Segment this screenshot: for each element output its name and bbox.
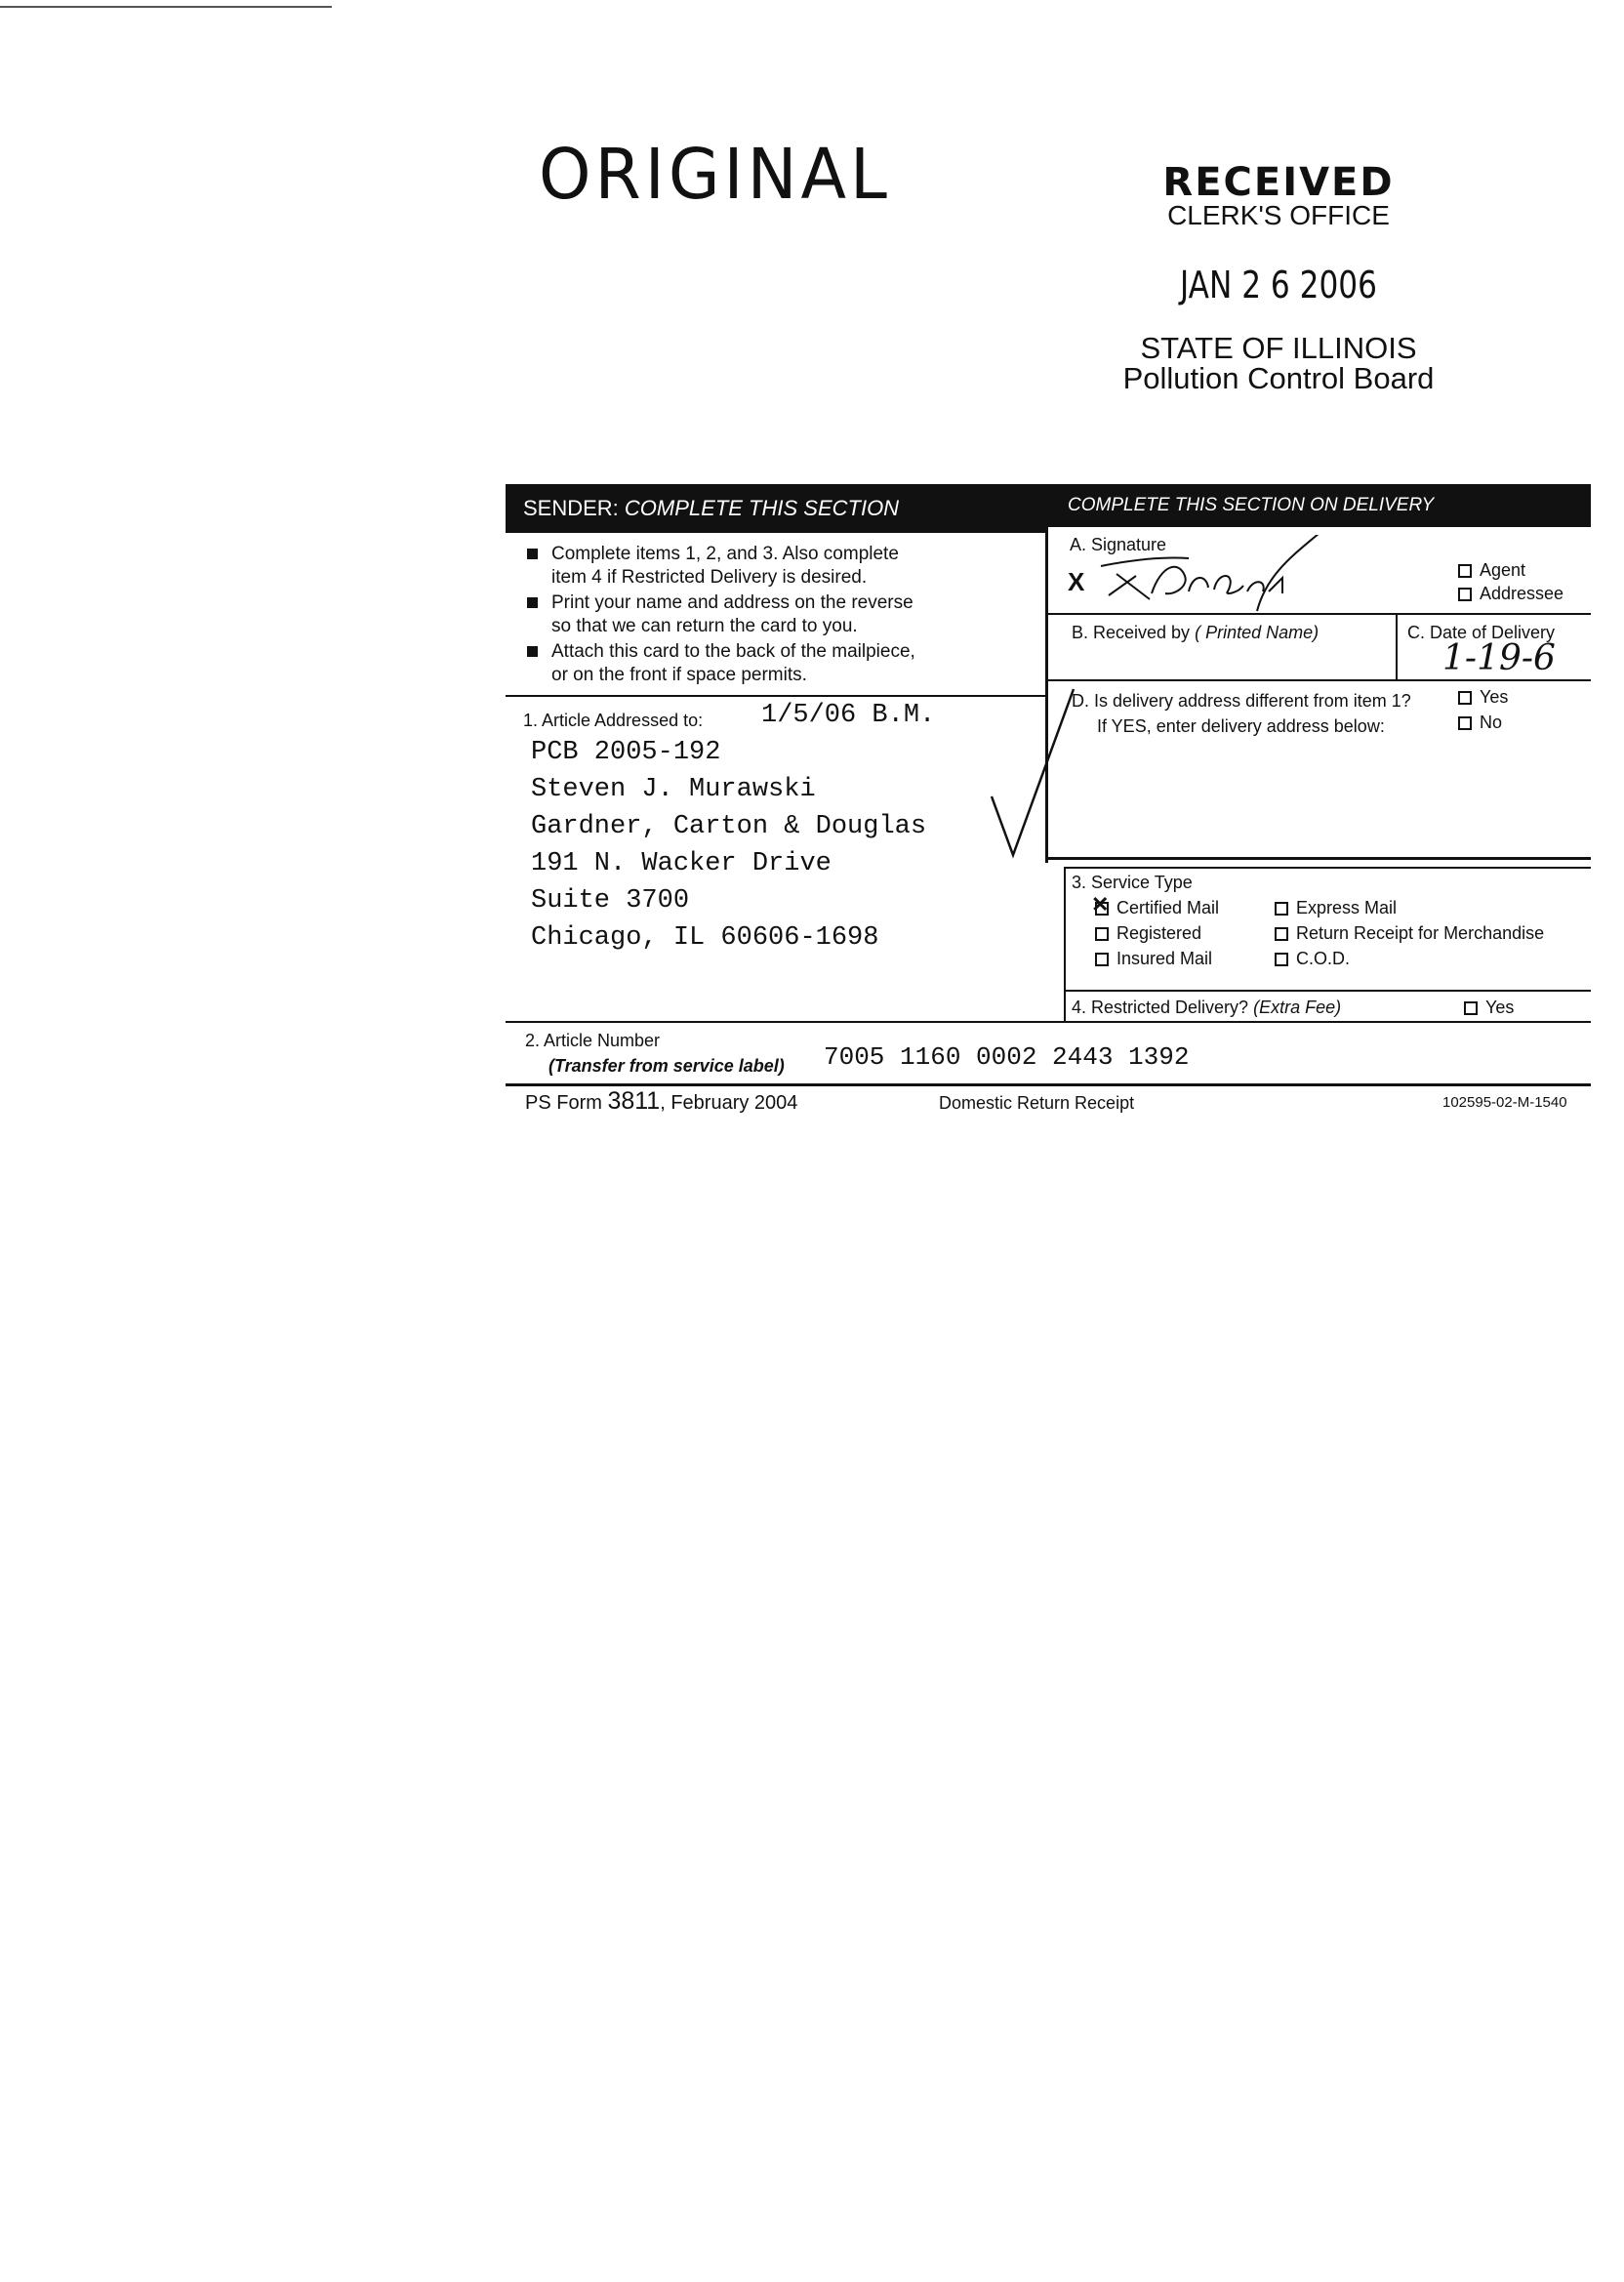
received-date: JAN 2 6 2006 bbox=[1180, 264, 1377, 306]
bullet-icon bbox=[527, 646, 538, 657]
address-line-3: Steven J. Murawski bbox=[531, 775, 816, 804]
original-stamp: ORIGINAL bbox=[539, 135, 891, 216]
instruction-2: Print your name and address on the reverse so that we can return the card to you. bbox=[527, 591, 914, 638]
checked-checkbox-icon[interactable] bbox=[1095, 902, 1109, 916]
checkbox-icon[interactable] bbox=[1458, 691, 1472, 705]
checkbox-icon[interactable] bbox=[1458, 564, 1472, 578]
checkbox-icon[interactable] bbox=[1275, 902, 1288, 916]
address-line-6: Suite 3700 bbox=[531, 886, 690, 916]
service-type-label: 3. Service Type bbox=[1072, 873, 1193, 892]
article-number-value: 7005 1160 0002 2443 1392 bbox=[824, 1042, 1190, 1072]
insured-mail-option[interactable]: Insured Mail bbox=[1095, 947, 1212, 970]
sender-header bbox=[506, 484, 1045, 533]
ps-form-number: PS Form 3811, February 2004 bbox=[525, 1087, 798, 1115]
instruction-1: Complete items 1, 2, and 3. Also complete item 4 if Restricted Delivery is desired. bbox=[527, 543, 899, 590]
article-top-line bbox=[506, 1021, 1591, 1023]
address-line-1: 1/5/06 B.M. bbox=[761, 701, 936, 730]
restricted-delivery-label: 4. Restricted Delivery? (Extra Fee) bbox=[1072, 998, 1342, 1017]
delivery-header-text: COMPLETE THIS SECTION ON DELIVERY bbox=[1068, 495, 1435, 515]
checkbox-icon[interactable] bbox=[1275, 927, 1288, 941]
signature-label: A. Signature bbox=[1070, 535, 1167, 554]
instruction-3: Attach this card to the back of the mailpiece, or on the front if space permits. bbox=[527, 640, 915, 687]
received-by-label: B. Received by ( Printed Name) bbox=[1072, 623, 1320, 642]
received-divider bbox=[1048, 679, 1591, 681]
article-number-hint: (Transfer from service label) bbox=[548, 1056, 785, 1076]
clerks-office: CLERK'S OFFICE bbox=[1167, 200, 1390, 230]
address-line-2: PCB 2005-192 bbox=[531, 738, 721, 767]
cod-option[interactable]: C.O.D. bbox=[1275, 947, 1350, 970]
different-address-question: D. Is delivery address different from item 1? bbox=[1072, 691, 1411, 711]
different-address-no[interactable]: No bbox=[1458, 711, 1502, 734]
checkbox-icon[interactable] bbox=[1275, 953, 1288, 966]
received-title: RECEIVED bbox=[1162, 160, 1395, 205]
date-of-delivery-label: C. Date of Delivery bbox=[1407, 623, 1556, 642]
agent-option[interactable]: Agent bbox=[1458, 558, 1525, 582]
article-bottom-line bbox=[506, 1083, 1591, 1086]
address-line-7: Chicago, IL 60606-1698 bbox=[531, 923, 879, 953]
addressee-option[interactable]: Addressee bbox=[1458, 582, 1563, 605]
return-receipt-form bbox=[506, 484, 1591, 1119]
bullet-icon bbox=[527, 549, 538, 559]
sender-divider bbox=[506, 695, 1045, 697]
checkbox-icon[interactable] bbox=[1458, 716, 1472, 730]
sender-header-prefix: SENDER: bbox=[523, 496, 619, 520]
certified-mail-option[interactable]: ✕Certified Mail bbox=[1095, 896, 1219, 919]
delivery-header bbox=[1048, 484, 1591, 527]
service-divider bbox=[1064, 990, 1591, 992]
different-address-yes[interactable]: Yes bbox=[1458, 685, 1508, 709]
received-stamp bbox=[1113, 160, 1444, 395]
return-receipt-option[interactable]: Return Receipt for Merchandise bbox=[1275, 921, 1544, 945]
different-address-hint: If YES, enter delivery address below: bbox=[1097, 716, 1385, 736]
registered-option[interactable]: Registered bbox=[1095, 921, 1201, 945]
service-top-line bbox=[1064, 867, 1591, 869]
bullet-icon bbox=[527, 597, 538, 608]
date-of-delivery-value: 1-19-6 bbox=[1442, 638, 1556, 678]
address-divider bbox=[1048, 857, 1591, 860]
signature-x-mark: X bbox=[1068, 567, 1085, 596]
sender-header-rest: COMPLETE THIS SECTION bbox=[624, 496, 900, 520]
checkbox-icon[interactable] bbox=[1095, 953, 1109, 966]
address-line-4: Gardner, Carton & Douglas bbox=[531, 812, 927, 841]
address-line-5: 191 N. Wacker Drive bbox=[531, 849, 832, 878]
form-code: 102595-02-M-1540 bbox=[1442, 1094, 1567, 1111]
signature-divider bbox=[1048, 613, 1591, 615]
form-title: Domestic Return Receipt bbox=[939, 1093, 1135, 1113]
state-name: STATE OF ILLINOIS bbox=[1140, 331, 1417, 365]
board-name: Pollution Control Board bbox=[1122, 361, 1435, 395]
restricted-delivery-yes[interactable]: Yes bbox=[1464, 996, 1514, 1019]
checkbox-icon[interactable] bbox=[1458, 588, 1472, 601]
date-divider bbox=[1396, 613, 1398, 681]
express-mail-option[interactable]: Express Mail bbox=[1275, 896, 1397, 919]
article-number-label: 2. Article Number bbox=[525, 1031, 661, 1050]
checkbox-icon[interactable] bbox=[1464, 1001, 1478, 1015]
article-addressed-label: 1. Article Addressed to: bbox=[523, 711, 704, 730]
scan-top-line bbox=[0, 6, 332, 8]
checkbox-icon[interactable] bbox=[1095, 927, 1109, 941]
handwritten-signature bbox=[1091, 535, 1384, 613]
